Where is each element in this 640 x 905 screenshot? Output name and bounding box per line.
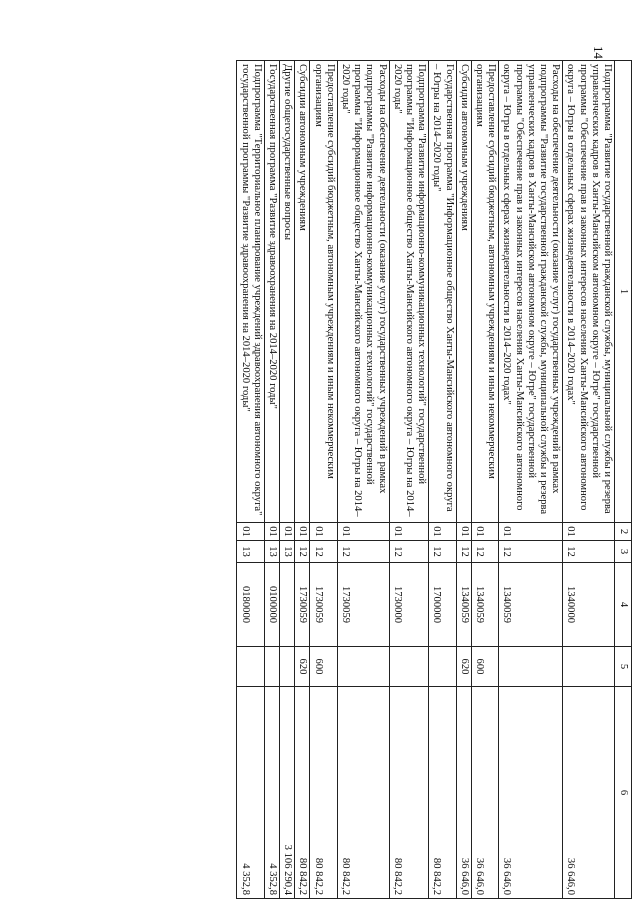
- subsection-code: 13: [237, 541, 264, 563]
- section-code: 01: [563, 523, 615, 541]
- row-name: Субсидии автономным учреждениям: [295, 61, 310, 523]
- row-name: Другие общегосударственные вопросы: [279, 61, 294, 523]
- target-article-code: [279, 563, 294, 647]
- amount: 4 352,8: [237, 687, 264, 899]
- row-name: Расходы на обеспечение деятельности (оказание услуг) государственных учреждений в рамках подпрограммы "Развитие государственной гражданской службы, муниципальной службы и резерва управленческих кадров в Ханты-Мансийском автономном округе – Югре" государственной программы "Обеспечение прав и законных интересов населения Ханты-Мансийского автономного округа – Югры в отдельных сферах жизнедеятельности в 2014–2020 годах": [499, 61, 563, 523]
- amount: 80 842,2: [310, 687, 337, 899]
- target-article-code: 1730059: [310, 563, 337, 647]
- amount: 4 352,8: [264, 687, 279, 899]
- amount: 36 646,0: [471, 687, 498, 899]
- target-article-code: 1340000: [563, 563, 615, 647]
- target-article-code: 1340059: [456, 563, 471, 647]
- amount: 80 842,2: [389, 687, 429, 899]
- budget-table-rotated: [236, 60, 632, 898]
- header-cell: 1: [615, 61, 632, 523]
- row-name: Государственная программа "Развитие здравоохранения на 2014–2020 годы": [264, 61, 279, 523]
- table-row: [456, 61, 471, 899]
- row-name: Государственная программа "Информационное общество Ханты-Мансийского автономного округа – Югры на 2014–2020 годы": [429, 61, 456, 523]
- row-name: Подпрограмма "Развитие государственной гражданской службы, муниципальной службы и резерва управленческих кадров в Ханты-Мансийском автономном округе – Югре" государственной программы "Обеспечение прав и законных интересов населения Ханты-Мансийского автономного округа – Югры в отдельных сферах жизнедеятельности в 2014–2020 годах": [563, 61, 615, 523]
- section-code: 01: [295, 523, 310, 541]
- row-name: Подпрограмма "Развитие информационно-коммуникационных технологий" государственной программы "Информационное общество Ханты-Мансийского автономного округа – Югры на 2014–2020 годы": [389, 61, 429, 523]
- subsection-code: 13: [279, 541, 294, 563]
- table-row: [310, 61, 337, 899]
- expense-type-code: [499, 647, 563, 687]
- target-article-code: 1730059: [337, 563, 389, 647]
- expense-type-code: [237, 647, 264, 687]
- table-row: [295, 61, 310, 899]
- header-cell: 5: [615, 647, 632, 687]
- expense-type-code: [429, 647, 456, 687]
- expense-type-code: [279, 647, 294, 687]
- amount: 80 842,2: [429, 687, 456, 899]
- table-row: [264, 61, 279, 899]
- amount: 3 106 290,4: [279, 687, 294, 899]
- header-cell: 2: [615, 523, 632, 541]
- section-code: 01: [499, 523, 563, 541]
- target-article-code: 1730000: [389, 563, 429, 647]
- target-article-code: 1730059: [295, 563, 310, 647]
- section-code: 01: [389, 523, 429, 541]
- subsection-code: 12: [295, 541, 310, 563]
- section-code: 01: [310, 523, 337, 541]
- table-row: [563, 61, 615, 899]
- subsection-code: 12: [471, 541, 498, 563]
- expense-type-code: [563, 647, 615, 687]
- section-code: 01: [429, 523, 456, 541]
- subsection-code: 12: [563, 541, 615, 563]
- subsection-code: 12: [429, 541, 456, 563]
- expense-type-code: 600: [471, 647, 498, 687]
- row-name: Субсидии автономным учреждениям: [456, 61, 471, 523]
- subsection-code: 12: [337, 541, 389, 563]
- expense-type-code: 620: [456, 647, 471, 687]
- expense-type-code: [389, 647, 429, 687]
- target-article-code: 0180000: [237, 563, 264, 647]
- row-name: Предоставление субсидий бюджетным, автономным учреждениям и иным некоммерческим организациям: [471, 61, 498, 523]
- expense-type-code: [264, 647, 279, 687]
- expense-type-code: 620: [295, 647, 310, 687]
- table-row: [429, 61, 456, 899]
- target-article-code: 1340059: [471, 563, 498, 647]
- amount: 80 842,2: [295, 687, 310, 899]
- section-code: 01: [237, 523, 264, 541]
- section-code: 01: [279, 523, 294, 541]
- amount: 36 646,0: [499, 687, 563, 899]
- table-row: [279, 61, 294, 899]
- section-code: 01: [264, 523, 279, 541]
- expense-type-code: 600: [310, 647, 337, 687]
- section-code: 01: [337, 523, 389, 541]
- row-name: Расходы на обеспечение деятельности (оказание услуг) государственных учреждений в рамках подпрограммы "Развитие информационно-коммуникационных технологий" государственной программы "Информационное общество Ханты-Мансийского автономного округа – Югры на 2014–2020 годы": [337, 61, 389, 523]
- amount: 80 842,2: [337, 687, 389, 899]
- header-cell: 4: [615, 563, 632, 647]
- amount: 36 646,0: [563, 687, 615, 899]
- header-cell: 3: [615, 541, 632, 563]
- table-row: [471, 61, 498, 899]
- page-number: 14: [591, 46, 606, 59]
- target-article-code: 1700000: [429, 563, 456, 647]
- table-row: [389, 61, 429, 899]
- table-row: [337, 61, 389, 899]
- table-row: [499, 61, 563, 899]
- header-cell: 6: [615, 687, 632, 899]
- budget-table: [236, 60, 632, 899]
- section-code: 01: [471, 523, 498, 541]
- amount: 36 646,0: [456, 687, 471, 899]
- row-name: Подпрограмма "Территориальное планирование учреждений здравоохранения автономного округа" государственной программы "Развитие здравоохранения на 2014–2020 годы": [237, 61, 264, 523]
- target-article-code: 1340059: [499, 563, 563, 647]
- row-name: Предоставление субсидий бюджетным, автономным учреждениям и иным некоммерческим организациям: [310, 61, 337, 523]
- target-article-code: 0100000: [264, 563, 279, 647]
- subsection-code: 13: [264, 541, 279, 563]
- table-header-row: [615, 61, 632, 899]
- section-code: 01: [456, 523, 471, 541]
- subsection-code: 12: [499, 541, 563, 563]
- subsection-code: 12: [310, 541, 337, 563]
- expense-type-code: [337, 647, 389, 687]
- subsection-code: 12: [389, 541, 429, 563]
- subsection-code: 12: [456, 541, 471, 563]
- table-row: [237, 61, 264, 899]
